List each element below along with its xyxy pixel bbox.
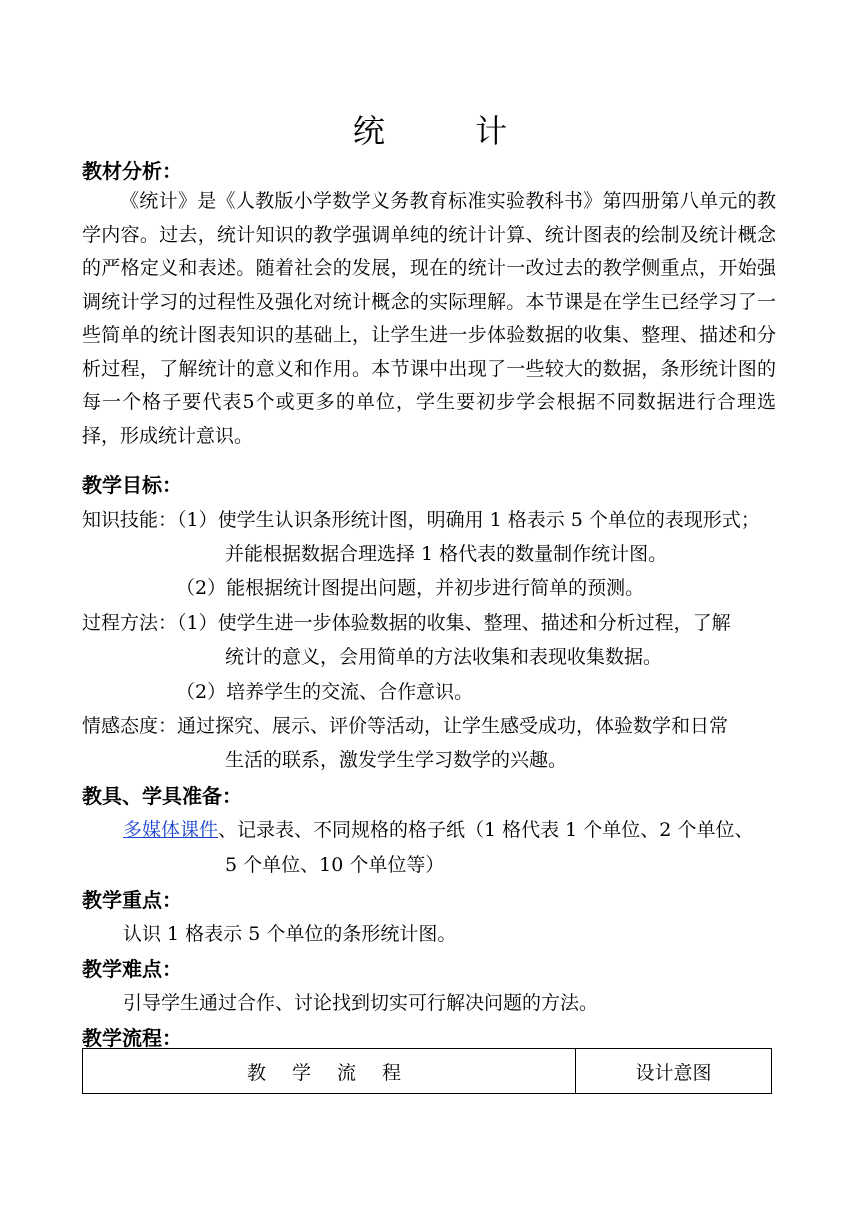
goal-emotion-line-2: 生活的联系，激发学生学习数学的兴趣。 — [225, 749, 568, 771]
goal-knowledge-line-1: 知识技能：（1）使学生认识条形统计图，明确用 1 格表示 5 个单位的表现形式； — [82, 509, 760, 531]
analysis-heading: 教材分析： — [82, 159, 182, 183]
difficulty-text: 引导学生通过合作、讨论找到切实可行解决问题的方法。 — [123, 992, 599, 1014]
flow-heading: 教学流程： — [82, 1026, 182, 1050]
goal-process-line-2: 统计的意义，会用简单的方法收集和表现收集数据。 — [225, 646, 663, 668]
goal-process-line-3: （2）培养学生的交流、合作意识。 — [176, 681, 474, 703]
goal-process-line-1: 过程方法：（1）使学生进一步体验数据的收集、整理、描述和分析过程，了解 — [82, 612, 731, 634]
flow-column-header: 教 学 流 程 — [83, 1049, 576, 1094]
page-title: 统 计 — [352, 112, 548, 150]
multimedia-courseware-link[interactable]: 多媒体课件 — [123, 819, 219, 841]
analysis-paragraph: 《统计》是《人教版小学数学义务教育标准实验教科书》第四册第八单元的教学内容。过去，统计知识的教学强调单纯的统计计算、统计图表的绘制及统计概念的严格定义和表述。随着社会的发展，现在的统计一改过去的教学侧重点，开始强调统计学习的过程性及强化对统计概念的实际理解。本节课是在学生已经学习了一些简单的统计图表知识的基础上，让学生进一步体验数据的收集、整理、描述和分析过程，了解统计的意义和作用。本节课中出现了一些较大的数据，条形统计图的每一个格子要代表5个或更多的单位，学生要初步学会根据不同数据进行合理选择，形成统计意识。 — [82, 190, 776, 447]
difficulty-heading: 教学难点： — [82, 957, 182, 981]
prep-line-1-text: 、记录表、不同规格的格子纸（1 格代表 1 个单位、2 个单位、 — [218, 819, 754, 841]
prep-heading: 教具、学具准备： — [82, 784, 242, 808]
prep-line-2: 5 个单位、10 个单位等） — [225, 854, 445, 876]
key-heading: 教学重点： — [82, 888, 182, 912]
intent-column-header: 设计意图 — [576, 1049, 772, 1094]
flow-table — [82, 1048, 772, 1094]
goal-knowledge-line-2: 并能根据数据合理选择 1 格代表的数量制作统计图。 — [225, 543, 668, 565]
prep-line-1 — [123, 815, 753, 842]
key-text: 认识 1 格表示 5 个单位的条形统计图。 — [123, 923, 457, 945]
table-row — [83, 1049, 772, 1094]
goal-emotion-line-1: 情感态度：通过探究、展示、评价等活动，让学生感受成功，体验数学和日常 — [82, 715, 729, 737]
goal-knowledge-line-3: （2）能根据统计图提出问题，并初步进行简单的预测。 — [176, 577, 645, 599]
goals-heading: 教学目标： — [82, 473, 182, 497]
